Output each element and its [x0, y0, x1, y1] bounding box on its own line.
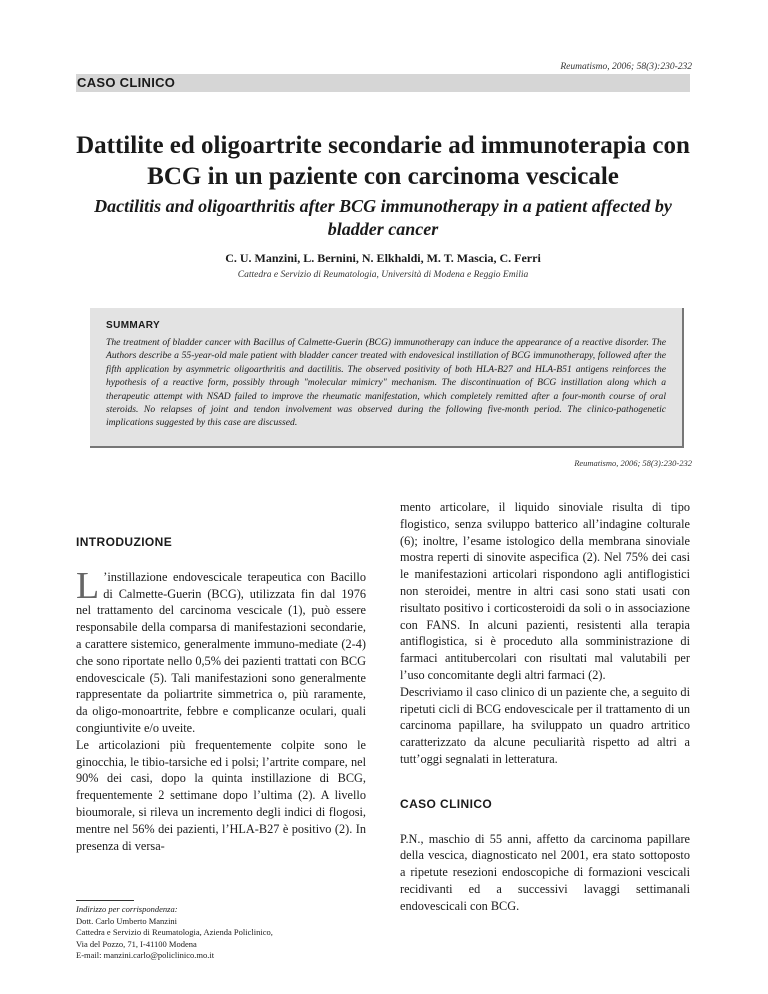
footnote-line: Dott. Carlo Umberto Manzini	[76, 915, 178, 926]
correspondence-footnote	[76, 904, 376, 962]
footnote-label: Indirizzo per corrispondenza:	[76, 904, 178, 914]
intro-paragraph-1	[76, 564, 366, 737]
drop-cap: L	[76, 564, 100, 607]
left-column	[76, 534, 366, 854]
journal-reference-summary: Reumatismo, 2006; 58(3):230-232	[574, 458, 692, 468]
footnote-line: Via del Pozzo, 71, I-41100 Modena	[76, 938, 197, 949]
author-list: C. U. Manzini, L. Bernini, N. Elkhaldi, M. T. Mascia, C. Ferri	[225, 251, 541, 265]
intro-paragraph-2: Le articolazioni più frequentemente colpite sono le ginocchia, le tibio-tarsiche ed i polsi; l’artrite compare, nel 90% dei casi, dopo la quinta instillazione di BCG, frequentemente 2 settimane dopo l’ultima (2). A livello bioumorale, si rileva un incremento degli indici di flogosi, mentre nel 56% dei pazienti, l’HLA-B27 è positivo (2). In presenza di versa-	[76, 737, 366, 853]
section-label: CASO CLINICO	[77, 75, 176, 90]
summary-box	[90, 308, 684, 448]
affiliation: Cattedra e Servizio di Reumatologia, Università di Modena e Reggio Emilia	[237, 270, 529, 280]
right-paragraph-1: mento articolare, il liquido sinoviale risulta di tipo flogistico, senza sviluppo batterico all’indagine colturale (6); inoltre, l’esame istologico della membrana sinoviale mostra reperti di sinovite aspecifica (2). Nel 75% dei casi le manifestazioni articolari rispondono agli antiflogistici non steroidei, mentre in altri casi sono stati usati con risultato positivo i corticosteroidi da soli o in associazione con FANS. In alcuni pazienti, resistenti alla terapia antiflogistica, si è proceduto alla somministrazione di farmaci antitubercolari con risultati mal valutabili per l’uso concomitante degli altri farmaci (2).	[400, 500, 690, 682]
footnote-rule	[76, 900, 134, 901]
journal-reference-header: Reumatismo, 2006; 58(3):230-232	[560, 62, 692, 72]
right-column	[400, 499, 690, 915]
intro-heading: INTRODUZIONE	[76, 535, 173, 549]
right-paragraph-2: Descriviamo il caso clinico di un paziente che, a seguito di ripetuti cicli di BCG endovescicale per il trattamento di un carcinoma papillare, ha sviluppato un quadro artritico caratterizzato da alcune peculiarità rispetto ad altri a tutt’oggi segnalati in letteratura.	[400, 684, 690, 766]
article-title: Dattilite ed oligoartrite secondarie ad immunoterapia con BCG in un paziente con carcinoma vescicale	[76, 132, 690, 190]
intro-paragraph-1-text: ’instillazione endovescicale terapeutica con Bacillo di Calmette-Guerin (BCG), utilizzata fin dal 1976 nel trattamento del carcinoma vescicale (1), può essere responsabile della comparsa di manifestazioni secondarie, a carattere sistemico, generalmente immuno-mediate (2-4) che sono riportate nello 0,5% dei pazienti trattati con BCG endovescicale (5). Tali manifestazioni sono generalmente rappresentate da poliartrite simmetrica o, più raramente, da oligo-monoartrite, febbre e complicanze oculari, quali congiuntivite e/o uveite.	[76, 569, 366, 735]
footnote-line: Cattedra e Servizio di Reumatologia, Azienda Policlinico,	[76, 927, 273, 937]
article-subtitle: Dactilitis and oligoarthritis after BCG immunotherapy in a patient affected by bladder cancer	[94, 196, 672, 239]
case-paragraph: P.N., maschio di 55 anni, affetto da carcinoma papillare della vescica, diagnosticato nel 2001, era stato sottoposto a ripetute resezioni endoscopiche di formazioni vescicali recidivanti ed a successivi lavaggi settimanali endovescicali con BCG.	[400, 831, 690, 913]
summary-text: The treatment of bladder cancer with Bacillus of Calmette-Guerin (BCG) immunotherapy can induce the appearance of a reactive disorder. The Authors describe a 55-year-old male patient with bladder cancer treated with endovesical instillation of BCG immunotherapy, followed after the fifth application by asymmetric oligoarthritis and dactilitis. The observed positivity of both HLA-B27 and HLA-B51 antigens reinforces the hypothesis of a reactive form, possibly through "molecular mimicry" mechanism. The discontinuation of BCG instillation along which a therapeutic attempt with NSAD failed to improve the rheumatic manifestation, which completely remitted after a four-month course of oral steroids. No relapses of joint and tendon involvement was observed during the following five-month period. The clinico-pathogenetic implications suggested by this case are discussed.	[106, 337, 666, 429]
footnote-email: E-mail: manzini.carlo@policlinico.mo.it	[76, 950, 215, 960]
summary-heading: SUMMARY	[106, 320, 161, 331]
case-heading: CASO CLINICO	[400, 796, 493, 811]
